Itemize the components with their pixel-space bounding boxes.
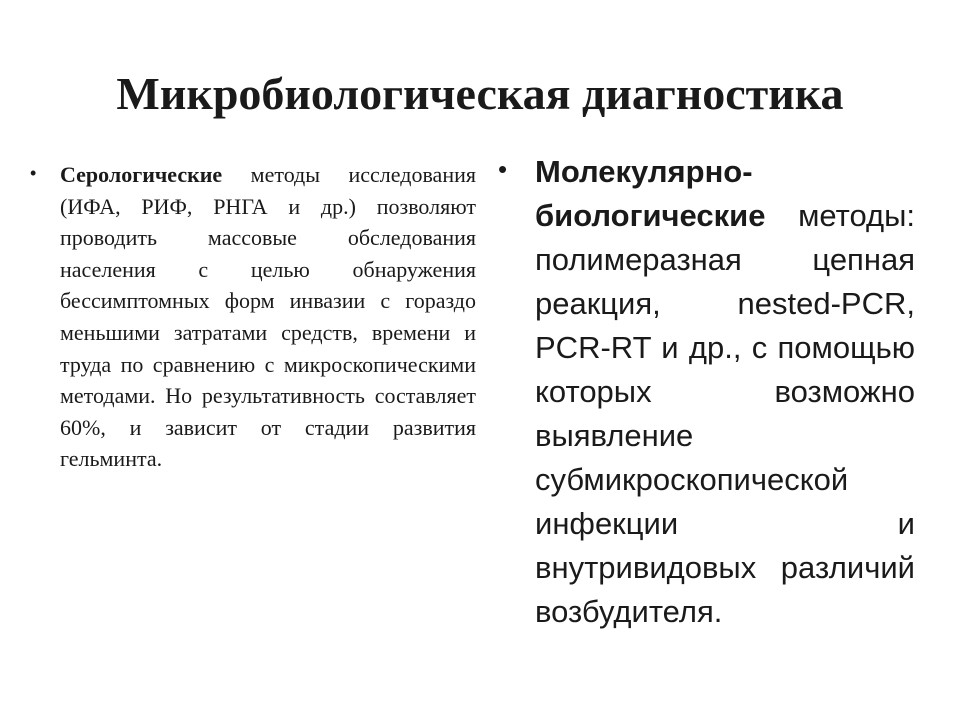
left-bullet: •	[30, 163, 37, 183]
right-bold-text: Молекулярно-биологические	[535, 154, 766, 233]
left-bold-text: Серологические	[60, 162, 223, 187]
slide-title: Микробиологическая диагностика	[116, 68, 844, 119]
left-body-text: методы исследования (ИФА, РИФ, РНГА и др.) позволяют проводить массовые обследования населения с целью обнаружения бессимптомных форм инвазии с гораздо меньшими затратами средств, времени и труда по сравнению с микроскопическими методами. Но результативность составляет 60%, и зависит от стадии развития гельминта.	[60, 162, 476, 472]
right-bullet: •	[498, 154, 508, 184]
left-paragraph	[60, 159, 476, 475]
right-paragraph	[535, 150, 915, 634]
right-body-text: методы: полимеразная цепная реакция, nested-PCR, PCR-RT и др., с помощью которых возможно выявление субмикроскопической инфекции и внутривидовых различий возбудителя.	[535, 198, 915, 629]
